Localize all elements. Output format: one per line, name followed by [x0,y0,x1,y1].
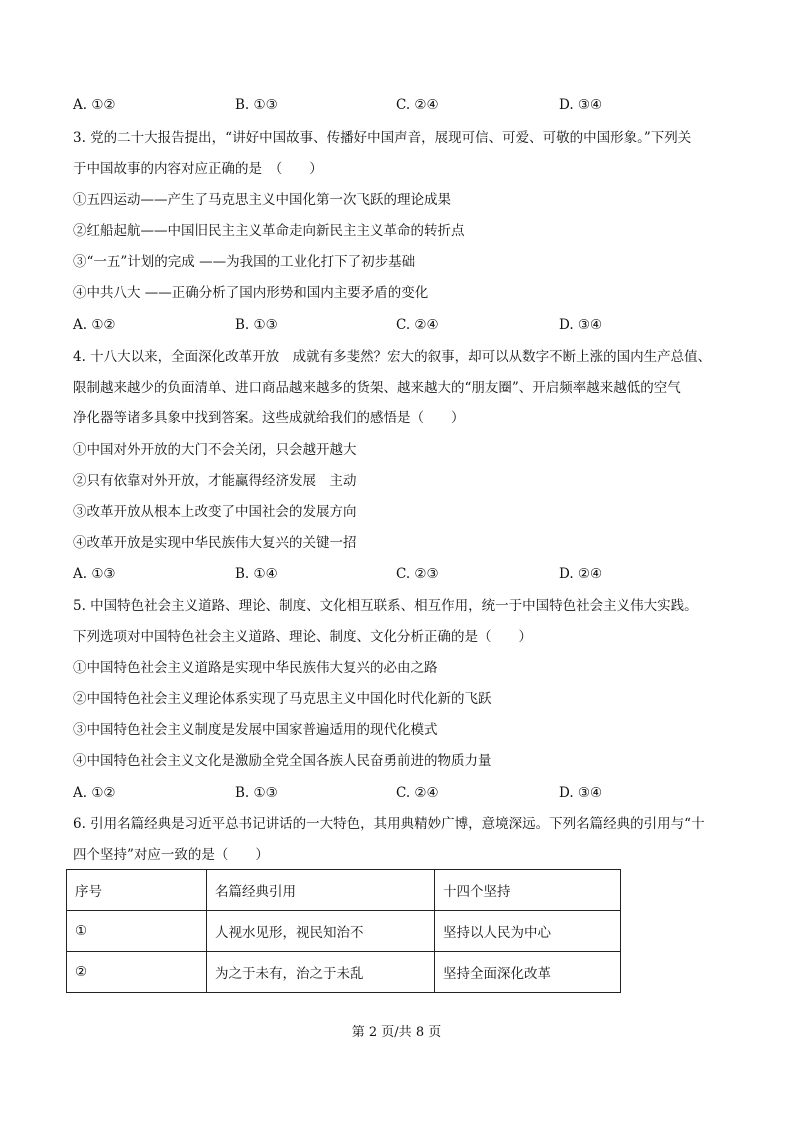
q4-option-b: B. ①④ [235,566,278,582]
q2-option-b: B. ①③ [235,97,278,113]
table-header-cell: 十四个坚持 [435,870,621,911]
table-cell: ② [67,952,207,993]
q4-options [73,565,713,583]
table-row [67,952,621,993]
q3-options [73,316,713,334]
q3-option-d: D. ③④ [559,317,603,333]
q3-option-c: C. ②④ [396,317,439,333]
q3-item-2: ②红船起航——中国旧民主主义革命走向新民主主义革命的转折点 [73,223,465,239]
table-cell: 人视水见形，视民知治不 [207,911,435,952]
q4-option-a: A. ①③ [73,566,116,582]
q5-options [73,784,713,802]
q4-item-2: ②只有依靠对外开放，才能赢得经济发展 主动 [73,473,357,489]
q4-stem-line-2: 限制越来越少的负面清单、进口商品越来越多的货架、越来越大的“朋友圈”、开启频率越来越低的空气 [73,380,681,396]
q5-item-1: ①中国特色社会主义道路是实现中华民族伟大复兴的必由之路 [73,660,438,676]
q5-item-2: ②中国特色社会主义理论体系实现了马克思主义中国化时代化新的飞跃 [73,691,492,707]
q5-option-d: D. ③④ [559,785,603,801]
q4-item-4: ④改革开放是实现中华民族伟大复兴的关键一招 [73,535,357,551]
q3-item-4: ④中共八大 ——正确分析了国内形势和国内主要矛盾的变化 [73,285,429,301]
table-header-cell: 名篇经典引用 [207,870,435,911]
q5-item-3: ③中国特色社会主义制度是发展中国家普遍适用的现代化模式 [73,722,438,738]
table-cell: 坚持以人民为中心 [435,911,621,952]
table-header-cell: 序号 [67,870,207,911]
q2-option-a: A. ①② [73,97,116,113]
q2-option-d: D. ③④ [559,97,603,113]
q5-stem-line-2: 下列选项对中国特色社会主义道路、理论、制度、文化分析正确的是（ ） [73,629,532,645]
table-cell: 坚持全面深化改革 [435,952,621,993]
q3-item-3: ③“一五”计划的完成 ——为我国的工业化打下了初步基础 [73,254,416,270]
q3-stem-line-1: 3. 党的二十大报告提出，“讲好中国故事、传播好中国声音，展现可信、可爱、可敬的中国形象。”下列关 [73,130,692,146]
q5-option-c: C. ②④ [396,785,439,801]
q4-option-c: C. ②③ [396,566,439,582]
q2-option-c: C. ②④ [396,97,439,113]
table-cell: ① [67,911,207,952]
q6-table [66,869,621,993]
q5-option-a: A. ①② [73,785,116,801]
q5-stem-line-1: 5. 中国特色社会主义道路、理论、制度、文化相互联系、相互作用，统一于中国特色社会主义伟大实践。 [73,598,698,614]
q3-stem-line-2: 于中国故事的内容对应正确的是 （ ） [73,161,323,177]
q4-item-3: ③改革开放从根本上改变了中国社会的发展方向 [73,504,357,520]
q3-option-a: A. ①② [73,317,116,333]
q4-option-d: D. ②④ [559,566,603,582]
q6-stem-line-2: 四个坚持”对应一致的是（ ） [73,847,269,863]
q5-option-b: B. ①③ [235,785,278,801]
q6-stem-line-1: 6. 引用名篇经典是习近平总书记讲话的一大特色，其用典精妙广博，意境深远。下列名篇经典的引用与“十 [73,816,705,832]
q4-stem-line-3: 净化器等诸多具象中找到答案。这些成就给我们的感悟是（ ） [73,410,465,426]
table-cell: 为之于未有，治之于未乱 [207,952,435,993]
page-number-footer: 第 2 页/共 8 页 [351,1025,442,1040]
q4-item-1: ①中国对外开放的大门不会关闭，只会越开越大 [73,442,357,458]
q5-item-4: ④中国特色社会主义文化是激励全党全国各族人民奋勇前进的物质力量 [73,753,492,769]
table-row [67,911,621,952]
q4-stem-line-1: 4. 十八大以来，全面深化改革开放 成就有多斐然？宏大的叙事，却可以从数字不断上涨的国内生产总值、 [73,349,712,365]
q3-option-b: B. ①③ [235,317,278,333]
q2-options [73,96,713,114]
table-header-row [67,870,621,911]
q3-item-1: ①五四运动——产生了马克思主义中国化第一次飞跃的理论成果 [73,192,451,208]
